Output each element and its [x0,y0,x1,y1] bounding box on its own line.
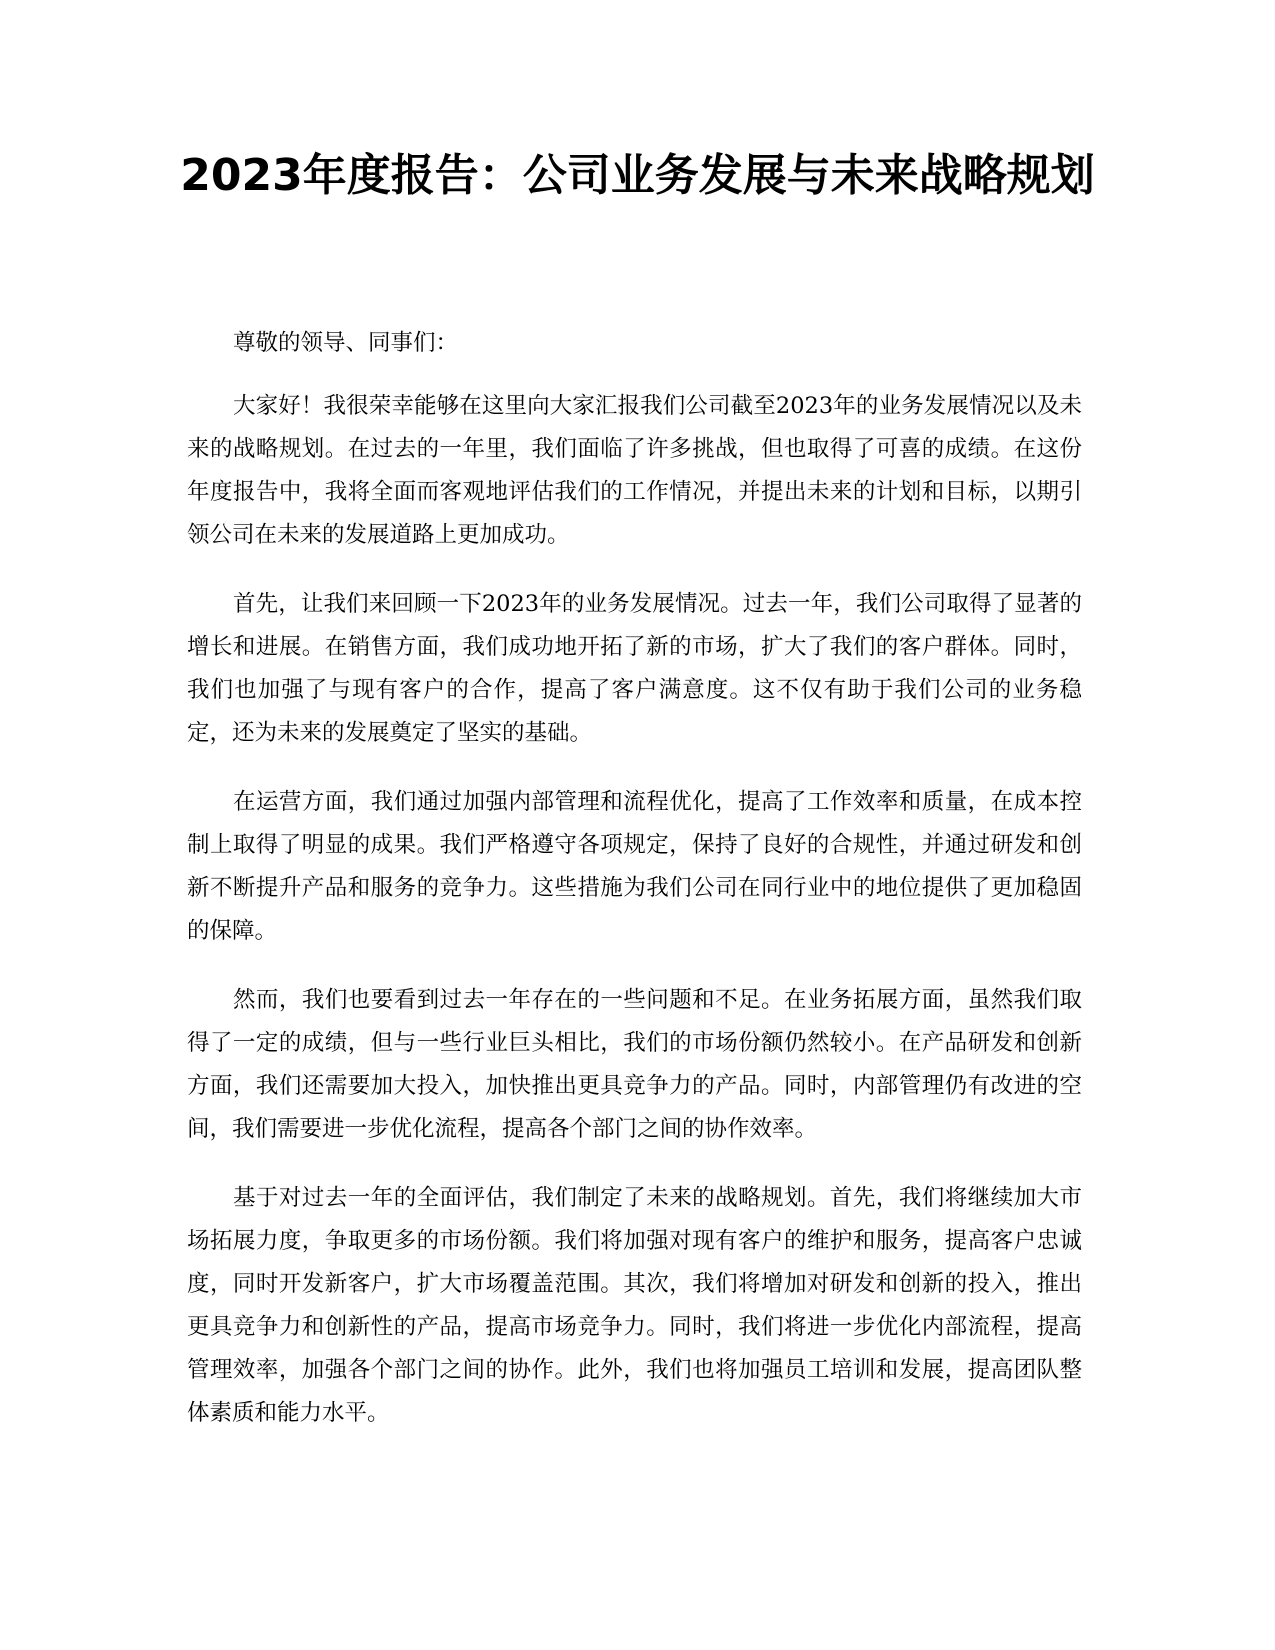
paragraph-strategy: 基于对过去一年的全面评估，我们制定了未来的战略规划。首先，我们将继续加大市场拓展力度，争取更多的市场份额。我们将加强对现有客户的维护和服务，提高客户忠诚度，同时开发新客户，扩大市场覆盖范围。其次，我们将增加对研发和创新的投入，推出更具竞争力和创新性的产品，提高市场竞争力。同时，我们将进一步优化内部流程，提高管理效率，加强各个部门之间的协作。此外，我们也将加强员工培训和发展，提高团队整体素质和能力水平。 [187,1185,1082,1426]
paragraph-operations: 在运营方面，我们通过加强内部管理和流程优化，提高了工作效率和质量，在成本控制上取得了明显的成果。我们严格遵守各项规定，保持了良好的合规性，并通过研发和创新不断提升产品和服务的竞争力。这些措施为我们公司在同行业中的地位提供了更加稳固的保障。 [187,789,1082,944]
paragraph-review: 首先，让我们来回顾一下2023年的业务发展情况。过去一年，我们公司取得了显著的增长和进展。在销售方面，我们成功地开拓了新的市场，扩大了我们的客户群体。同时，我们也加强了与现有客户的合作，提高了客户满意度。这不仅有助于我们公司的业务稳定，还为未来的发展奠定了坚实的基础。 [187,591,1082,746]
document-title: 2023年度报告：公司业务发展与未来战略规划 [180,150,1095,201]
salutation: 尊敬的领导、同事们： [233,330,459,356]
paragraph-problems: 然而，我们也要看到过去一年存在的一些问题和不足。在业务拓展方面，虽然我们取得了一定的成绩，但与一些行业巨头相比，我们的市场份额仍然较小。在产品研发和创新方面，我们还需要加大投入，加快推出更具竞争力的产品。同时，内部管理仍有改进的空间，我们需要进一步优化流程，提高各个部门之间的协作效率。 [187,987,1082,1142]
document-body [187,322,1082,1461]
paragraph-intro: 大家好！我很荣幸能够在这里向大家汇报我们公司截至2023年的业务发展情况以及未来的战略规划。在过去的一年里，我们面临了许多挑战，但也取得了可喜的成绩。在这份年度报告中，我将全面而客观地评估我们的工作情况，并提出未来的计划和目标，以期引领公司在未来的发展道路上更加成功。 [187,393,1082,548]
